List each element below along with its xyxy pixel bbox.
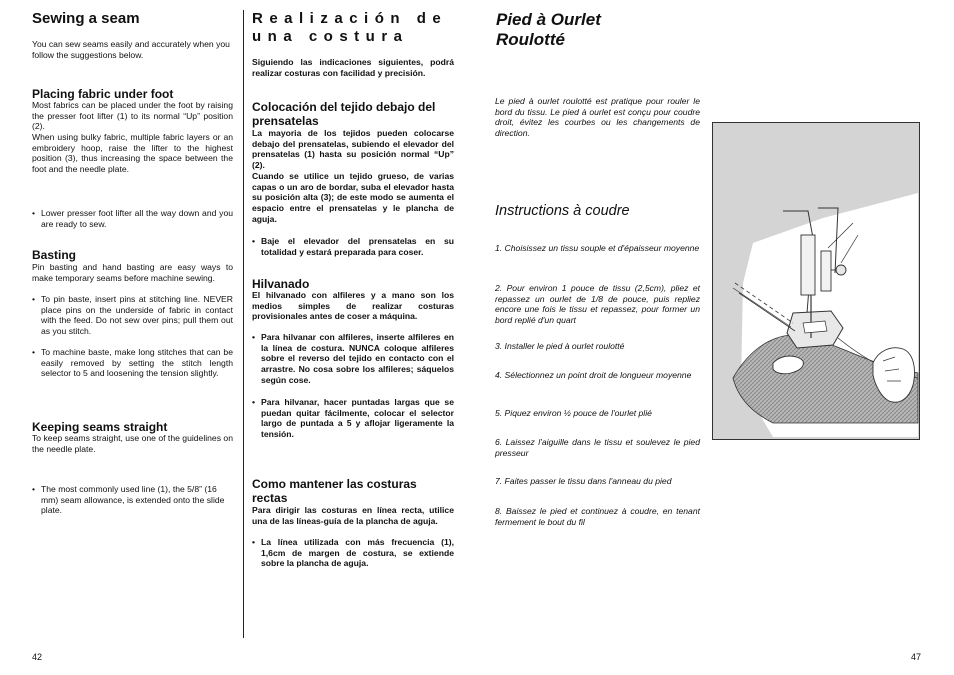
heading-costuras-rectas: Como mantener las costuras rectas [252, 477, 417, 505]
hilvanado-text: El hilvanado con alfileres y a mano son los medios simples de realizar costuras provisionales antes de coser a máquina. [252, 290, 454, 322]
hilvanado-bullet-1: • Para hilvanar con alfileres, inserte alfileres en la línea de costura. NUNCA coloque alfileres sobre el reverso del tejido en contacto con el arrastre. No cosa sobre los alfileres; sáquelos según cose. [252, 332, 454, 386]
costuras-rectas-bullet: • La línea utilizada con más frecuencia (1), 1,6cm de margen de costura, se extiende sobre la plancha de aguja. [252, 537, 454, 569]
basting-text: Pin basting and hand basting are easy ways to make temporary seams before machine sewing. [32, 262, 233, 283]
instruction-step-1: 1. Choisissez un tissu souple et d'épaisseur moyenne [495, 243, 700, 253]
placing-fabric-bullet: • Lower presser foot lifter all the way down and you are ready to sew. [32, 208, 233, 229]
heading-hilvanado: Hilvanado [252, 277, 310, 291]
heading-instructions: Instructions à coudre [495, 203, 630, 219]
colocacion-text-2: Cuando se utilice un tejido grueso, de varias capas o un aro de bordar, suba el elevador hasta su posición alta (3); de este modo se aumenta el espacio entre el prensatelas y le plancha de aguja. [252, 171, 454, 224]
hilvanado-bullet-2: • Para hilvanar, hacer puntadas largas que se puedan quitar fácilmente, colocar el selector largo de puntada a 5 y aflojar ligeramente la tensión. [252, 397, 454, 440]
heading-basting: Basting [32, 248, 77, 262]
placing-fabric-text: Most fabrics can be placed under the foot by raising the presser foot lifter (1) to its normal “Up” position (2). [32, 100, 233, 132]
instruction-step-6: 6. Laissez l'aiguille dans le tissu et soulevez le pied presseur [495, 437, 700, 458]
rolled-hem-foot-figure [712, 122, 920, 440]
instruction-step-4: 4. Sélectionnez un point droit de longueur moyenne [495, 370, 692, 380]
intro-french: Le pied à ourlet roulotté est pratique pour rouler le bord du tissu. Le pied à ourlet est conçu pour coudre droit, évitez les courbes ou les changements de direction. [495, 96, 700, 139]
rolled-hem-foot-illustration-icon [713, 123, 920, 440]
heading-placing-fabric: Placing fabric under foot [32, 87, 174, 101]
colocacion-bullet: • Baje el elevador del prensatelas en su totalidad y estará preparada para coser. [252, 236, 454, 257]
heading-keeping-straight: Keeping seams straight [32, 420, 168, 434]
intro-english: You can sew seams easily and accurately when you follow the suggestions below. [32, 39, 230, 60]
page-title-spanish: Realización de una costura [252, 10, 448, 45]
page-number-left: 42 [32, 652, 43, 662]
page-title-french-line1: Pied à Ourlet [496, 10, 601, 29]
instruction-step-3: 3. Installer le pied à ourlet roulotté [495, 341, 625, 351]
instruction-step-8: 8. Baissez le pied et continuez à coudre, en tenant fermement le bout du fil [495, 506, 700, 527]
page-number-right: 47 [911, 652, 922, 662]
instruction-step-5: 5. Piquez environ ½ pouce de l'ourlet plié [495, 408, 652, 418]
intro-spanish: Siguiendo las indicaciones siguientes, podrá realizar costuras con facilidad y precisión. [252, 57, 454, 78]
basting-bullet-2: • To machine baste, make long stitches that can be easily removed by setting the stitch length selector to 5 and loosening the tension slightly. [32, 347, 233, 379]
costuras-rectas-text: Para dirigir las costuras en línea recta, utilice una de las líneas-guía de la plancha de aguja. [252, 505, 454, 526]
heading-colocacion: Colocación del tejido debajo del prensatelas [252, 100, 436, 128]
colocacion-text: La mayoria de los tejidos pueden colocarse debajo del prensatelas, subiendo el elevador del prensatelas (1) hasta su posición normal “Up” (2). [252, 128, 454, 171]
column-divider [243, 10, 244, 638]
instruction-step-7: 7. Faites passer le tissu dans l'anneau du pied [495, 476, 672, 486]
keeping-straight-text: To keep seams straight, use one of the guidelines on the needle plate. [32, 433, 233, 454]
basting-bullet-1: • To pin baste, insert pins at stitching line. NEVER place pins on the underside of fabric in contact with the feed. Do not sew over pins; pull them out as you stitch. [32, 294, 233, 337]
page-title-french-line2: Roulotté [496, 30, 565, 49]
keeping-straight-bullet: • The most commonly used line (1), the 5/8” (16 mm) seam allowance, is extended onto the slide plate. [32, 484, 228, 516]
instruction-step-2: 2. Pour environ 1 pouce de tissu (2,5cm), pliez et repassez un ourlet de 1/8 de pouce, puis repliez encore une fois le tissu et repassez, pour former un bord replié d'un quart [495, 283, 700, 326]
page-title-english: Sewing a seam [32, 10, 140, 27]
placing-fabric-text-2: When using bulky fabric, multiple fabric layers or an embroidery hoop, raise the lifter to the highest position (3), thus increasing the space between the foot and the needle plate. [32, 132, 233, 175]
